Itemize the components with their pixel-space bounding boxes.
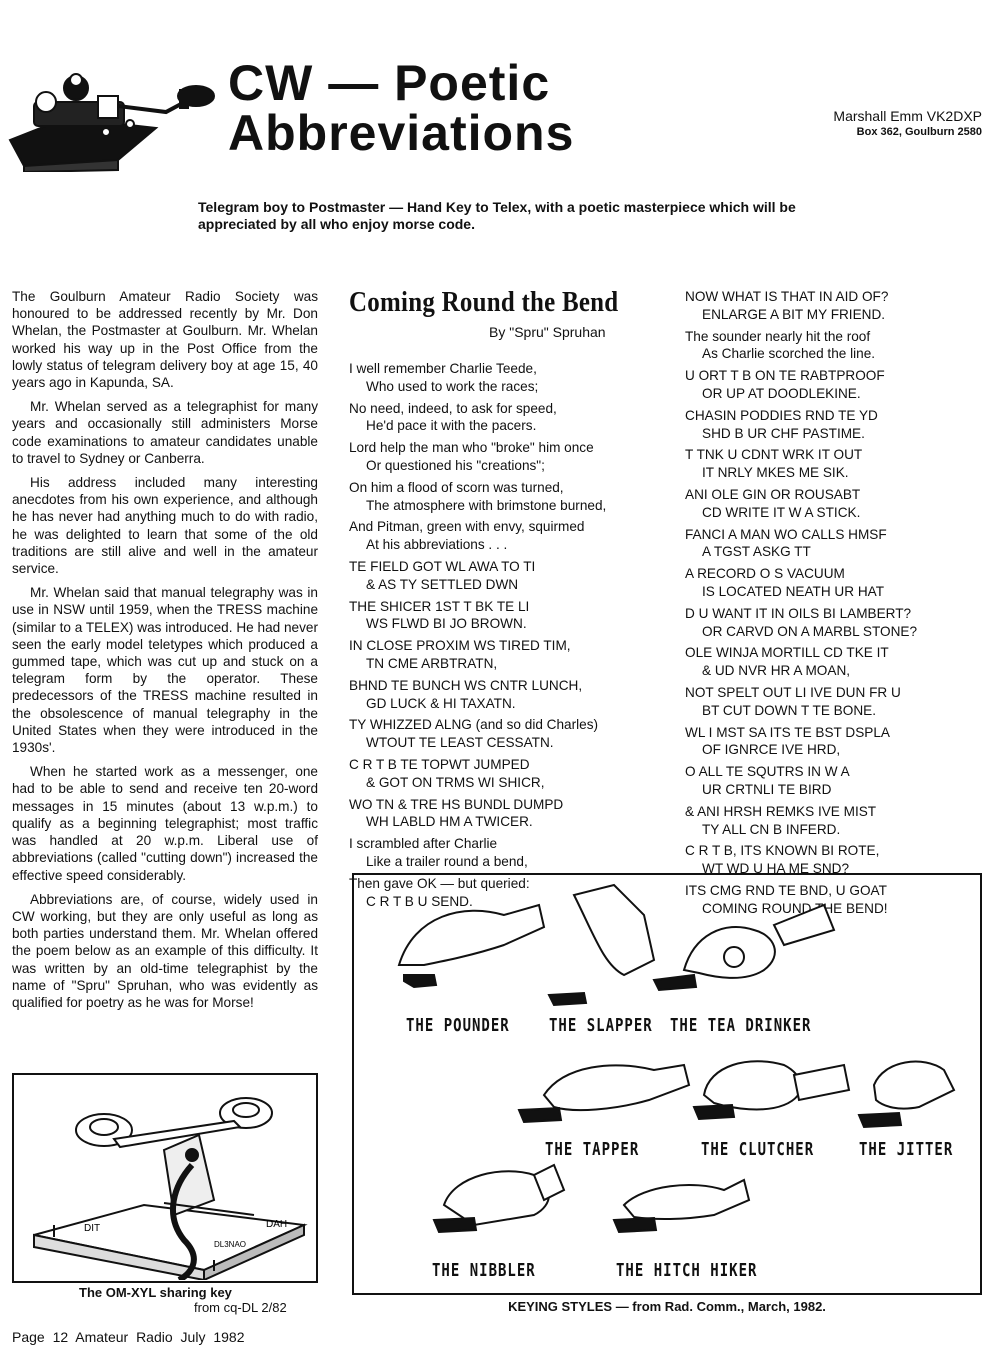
poem-line: OR CARVD ON A MARBL STONE? (702, 623, 918, 639)
keying-label-jitter: THE JITTER (859, 1140, 954, 1160)
dit-label: DIT (84, 1223, 101, 1234)
poem-column-left (349, 360, 679, 914)
poem-stanza (685, 328, 995, 364)
body-paragraph: Abbreviations are, of course, widely used in CW working, but they are only useful as long as both parties understand them. Mr. Whelan offered the poem below as an example of this difficulty. It was written by an old-time telegraphist by the name of "Spru" Spruhan, who was evidently as qualified for poetry as he was for Morse! (12, 891, 318, 1010)
page-footer: Page 12 Amateur Radio July 1982 (12, 1329, 245, 1345)
poem-line: TN CME ARBTRATN, (366, 655, 498, 671)
poem-stanza (349, 400, 679, 436)
poem-line: I well remember Charlie Teede, (349, 361, 537, 376)
sharing-key-caption-title: The OM-XYL sharing key (79, 1285, 232, 1300)
poem-line: WH LABLD HM A TWICER. (366, 814, 533, 830)
poem-stanza (685, 724, 995, 760)
poem-line: CD WRITE IT W A STICK. (702, 504, 861, 520)
poem-line: IN CLOSE PROXIM WS TIRED TIM, (349, 638, 571, 654)
poem-line: TE FIELD GOT WL AWA TO TI (349, 558, 536, 574)
poem-line: OR UP AT DOODLEKINE. (702, 385, 861, 401)
author-address: Box 362, Goulburn 2580 (856, 126, 982, 138)
keying-label-tea-drinker: THE TEA DRINKER (670, 1016, 812, 1036)
poem-line: I scrambled after Charlie (349, 836, 498, 852)
author-name: Marshall Emm VK2DXP (833, 108, 982, 124)
poem-line: GD LUCK & HI TAXATN. (366, 695, 516, 711)
sharing-key-caption-source: from cq-DL 2/82 (194, 1300, 287, 1315)
poem-stanza (349, 518, 679, 554)
article-body (12, 288, 318, 1018)
poem-stanza (685, 684, 995, 720)
poem-line: At his abbreviations . . . (366, 537, 508, 553)
poem-line: Or questioned his "creations"; (366, 457, 545, 473)
poem-stanza (685, 605, 995, 641)
poem-stanza (349, 677, 679, 713)
poem-line: A TGST ASKG TT (702, 544, 811, 560)
poem-line: Who used to work the races; (366, 378, 539, 394)
poem-line: The sounder nearly hit the roof (685, 328, 871, 344)
keying-label-clutcher: THE CLUTCHER (701, 1140, 815, 1160)
poem-line: IS LOCATED NEATH UR HAT (702, 583, 885, 599)
poem-line: ITS CMG RND TE BND, U GOAT (685, 882, 887, 898)
poem-line: IT NRLY MKES ME SIK. (702, 465, 849, 481)
author-block (833, 108, 982, 140)
poem-line: THE SHICER 1ST T BK TE LI (349, 598, 530, 614)
poem-stanza (349, 796, 679, 832)
body-paragraph: His address included many interesting anecdotes from his own experience, and although he has never had anything much to do with radio, he was delighted to learn that some of the old traditions are still alive and well in the amateur service. (12, 475, 318, 577)
sharing-key-caption (12, 1285, 318, 1315)
poem-stanza (685, 763, 995, 799)
poem-stanza (685, 803, 995, 839)
poem-line: CHASIN PODDIES RND TE YD (685, 407, 878, 423)
keying-label-hitch-hiker: THE HITCH HIKER (616, 1261, 758, 1281)
poem-stanza (349, 598, 679, 634)
artist-signature: DL3NAO (214, 1240, 247, 1249)
poem-line: UR CRTNLI TE BIRD (702, 781, 832, 797)
keying-label-slapper: THE SLAPPER (549, 1016, 653, 1036)
poem-stanza (685, 407, 995, 443)
poem-line: He'd pace it with the pacers. (366, 418, 537, 434)
poem-line: FANCI A MAN WO CALLS HMSF (685, 526, 887, 542)
poem-line: Like a trailer round a bend, (366, 853, 528, 869)
poem-line: C R T B TE TOPWT JUMPED (349, 756, 530, 772)
poem-line: O ALL TE SQUTRS IN W A (685, 764, 850, 780)
poem-line: On him a flood of scorn was turned, (349, 479, 564, 495)
poem-line: ANI OLE GIN OR ROUSABT (685, 486, 861, 502)
poem-line: WL I MST SA ITS TE BST DSPLA (685, 724, 890, 740)
poem-line: Lord help the man who "broke" him once (349, 440, 594, 456)
poem-stanza (349, 835, 679, 871)
poem-line: BHND TE BUNCH WS CNTR LUNCH, (349, 677, 583, 693)
sharing-key-drawing (14, 1075, 315, 1280)
poem-line: NOT SPELT OUT LI IVE DUN FR U (685, 684, 901, 700)
body-paragraph: Mr. Whelan served as a telegraphist for many years and occasionally still administers Morse code examinations to amateur candidates unable to travel to Sydney or Canberra. (12, 399, 318, 466)
poem-line: WS FLWD BI JO BROWN. (366, 616, 527, 632)
poem-stanza (685, 446, 995, 482)
sharing-key-figure (12, 1073, 318, 1283)
poem-line: ENLARGE A BIT MY FRIEND. (702, 306, 886, 322)
keying-label-pounder: THE POUNDER (406, 1016, 510, 1036)
poem-line: TY WHIZZED ALNG (and so did Charles) (349, 717, 599, 733)
poem-stanza (349, 558, 679, 594)
keying-styles-figure (352, 873, 982, 1295)
article-title: CW — Poetic Abbreviations (228, 55, 575, 161)
poem-title: Coming Round the Bend (349, 286, 619, 318)
poem-line: No need, indeed, to ask for speed, (349, 400, 557, 416)
poem-line: T TNK U CDNT WRK IT OUT (685, 447, 863, 463)
poem-stanza (349, 439, 679, 475)
dah-label: DAH (266, 1219, 288, 1230)
keying-styles-caption: KEYING STYLES — from Rad. Comm., March, 1982. (508, 1299, 826, 1314)
poem-stanza (349, 756, 679, 792)
poem-line: The atmosphere with brimstone burned, (366, 497, 607, 513)
poem-stanza (349, 360, 679, 396)
poem-line: C R T B, ITS KNOWN BI ROTE, (685, 843, 880, 859)
poem-stanza (685, 526, 995, 562)
poem-line: OF IGNRCE IVE HRD, (702, 742, 841, 758)
poem-line: And Pitman, green with envy, squirmed (349, 519, 585, 535)
poem-line: As Charlie scorched the line. (702, 346, 876, 362)
poem-line: SHD B UR CHF PASTIME. (702, 425, 865, 441)
poem-line: & UD NVR HR A MOAN, (702, 663, 851, 679)
keying-label-tapper: THE TAPPER (545, 1140, 640, 1160)
poem-line: TY ALL CN B INFERD. (702, 821, 841, 837)
body-paragraph: When he started work as a messenger, one had to be able to send and receive ten 20-word messages in 15 minutes (about 13 w.p.m.) to qualify as a beginning telegraphist; most traffic was handled at 20 w.p.m. Liberal use of abbreviations (called "cutting down") increased the effective speed considerably. (12, 764, 318, 883)
body-paragraph: Mr. Whelan said that manual telegraphy was in use in NSW until 1959, when the TRESS machine (similar to a TELEX) was introduced. He had never seen the early model teletypes which produced a gummed tape, which was cut up and stuck on a telegram form by the operator. These predecessors of the TRESS machine resulted in the obsolescence of manual telegraphy in the United States when they were introduced in the 1930s'. (12, 585, 318, 756)
telegraph-key-illustration (6, 62, 224, 172)
keying-hands-drawing (354, 875, 979, 1292)
poem-line: C R T B U SEND. (366, 893, 473, 909)
poem-stanza (685, 644, 995, 680)
poem-line: U ORT T B ON TE RABTPROOF (685, 368, 885, 384)
poem-line: D U WANT IT IN OILS BI LAMBERT? (685, 605, 912, 621)
poem-line: WO TN & TRE HS BUNDL DUMPD (349, 796, 564, 812)
body-paragraph: The Goulburn Amateur Radio Society was honoured to be addressed recently by Mr. Don Whelan, the Postmaster at Goulburn. Mr. Whelan worked his way up in the Post Office from the lowly status of telegram delivery boy at age 15, 40 years ago in Kapunda, SA. (12, 289, 318, 391)
poem-byline: By "Spru" Spruhan (489, 324, 606, 340)
poem-line: & GOT ON TRMS WI SHICR, (366, 774, 545, 790)
poem-line: OLE WINJA MORTILL CD TKE IT (685, 645, 889, 661)
keying-label-nibbler: THE NIBBLER (432, 1261, 536, 1281)
poem-line: BT CUT DOWN T TE BONE. (702, 702, 876, 718)
poem-line: COMING ROUND THE BEND! (702, 900, 888, 916)
poem-stanza (349, 716, 679, 752)
poem-line: Then gave OK — but queried: (349, 875, 530, 891)
poem-column-right (685, 288, 995, 922)
poem-stanza (685, 565, 995, 601)
poem-line: WTOUT TE LEAST CESSATN. (366, 735, 554, 751)
article-subtitle: Telegram boy to Postmaster — Hand Key to Telex, with a poetic masterpiece which will be appreciated by all who enjoy morse code. (198, 199, 796, 232)
poem-stanza (349, 637, 679, 673)
poem-stanza (685, 367, 995, 403)
poem-line: WT WD U HA ME SND? (702, 861, 850, 877)
poem-line: NOW WHAT IS THAT IN AID OF? (685, 289, 889, 304)
poem-line: & ANI HRSH REMKS IVE MIST (685, 803, 877, 819)
poem-line: & AS TY SETTLED DWN (366, 576, 519, 592)
poem-stanza (349, 479, 679, 515)
poem-line: A RECORD O S VACUUM (685, 566, 845, 582)
poem-stanza (685, 486, 995, 522)
poem-stanza (685, 288, 995, 324)
